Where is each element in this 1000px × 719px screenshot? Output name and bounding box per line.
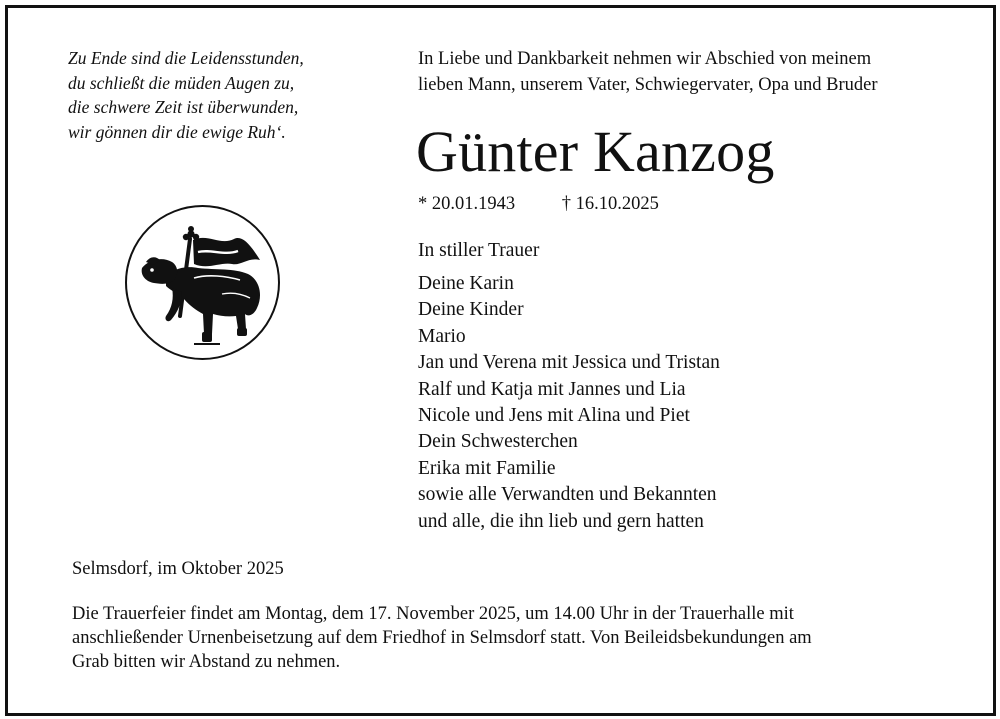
mourner-entry: Deine Karin [418,273,514,294]
mourning-heading: In stiller Trauer [418,240,540,261]
mourner-entry: Dein Schwesterchen [418,431,578,453]
mourners-list [418,271,720,535]
funeral-notice [72,602,812,674]
death-date: † 16.10.2025 [561,194,659,214]
birth-date: * 20.01.1943 [418,194,516,214]
mourner-entry: und alle, die ihn lieb und gern hatten [418,510,704,532]
notice-line: anschließender Urnenbeisetzung auf dem Friedhof in Selmsdorf statt. Von Beileidsbekundungen am [72,628,812,648]
mourner-entry: Erika mit Familie [418,457,556,479]
place-date: Selmsdorf, im Oktober 2025 [72,559,284,579]
mourner-entry: Mario [418,325,466,347]
memorial-verse [68,46,304,144]
mourner-entry: Jan und Verena mit Jessica und Tristan [418,352,720,374]
notice-line: Grab bitten wir Abstand zu nehmen. [72,652,341,672]
verse-line: wir gönnen dir die ewige Ruh‘. [68,121,286,142]
verse-line: Zu Ende sind die Leidensstunden, [68,48,304,68]
intro-line: lieben Mann, unserem Vater, Schwiegervater, Opa und Bruder [418,75,878,95]
mourner-entry: Ralf und Katja mit Jannes und Lia [418,378,686,400]
mourner-entry: sowie alle Verwandten und Bekannten [418,484,717,506]
lamb-of-god-icon [124,204,281,361]
notice-line: Die Trauerfeier findet am Montag, dem 17. November 2025, um 14.00 Uhr in der Trauerhalle mit [72,604,794,624]
deceased-name: Günter Kanzog [416,119,775,184]
verse-line: du schließt die müden Augen zu, [68,72,295,93]
life-dates [418,191,659,217]
verse-line: die schwere Zeit ist überwunden, [68,97,299,117]
farewell-intro [418,46,878,98]
mourner-entry: Nicole und Jens mit Alina und Piet [418,405,690,427]
mourner-entry: Deine Kinder [418,299,524,321]
intro-line: In Liebe und Dankbarkeit nehmen wir Abschied von meinem [418,49,872,69]
